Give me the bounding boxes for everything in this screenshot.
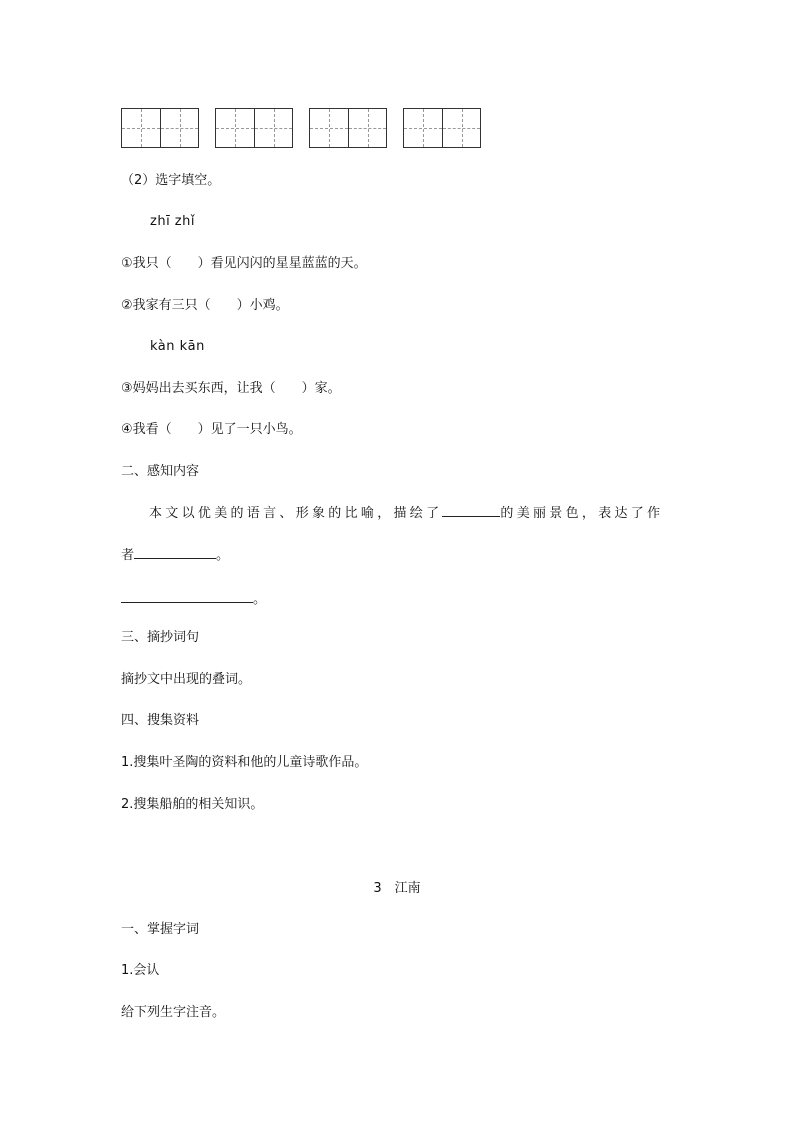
writing-grid-box[interactable] <box>215 108 293 148</box>
writing-grid-cell[interactable] <box>442 109 480 147</box>
content-line-3 <box>121 590 266 609</box>
content-line-2-text-a: 者 <box>121 548 135 563</box>
lesson-instruction: 给下列生字注音。 <box>121 1005 226 1020</box>
section-3-title: 三、摘抄词句 <box>121 630 200 645</box>
question-1: ①我只（ ）看见闪闪的星星蓝蓝的天。 <box>121 256 367 271</box>
section-3-text: 摘抄文中出现的叠词。 <box>121 672 252 687</box>
content-line-1-text-b: 的美丽景色，表达了作 <box>500 506 664 521</box>
fill-blank-feeling[interactable] <box>134 546 216 559</box>
part2-heading: （2）选字填空。 <box>121 173 221 188</box>
section-4-title: 四、搜集资料 <box>121 713 200 728</box>
content-line-1 <box>149 504 663 523</box>
fill-blank-continued[interactable] <box>121 590 253 603</box>
writing-grid-cell[interactable] <box>310 109 348 147</box>
pinyin-pair-kan: kàn kān <box>150 339 205 354</box>
section-2-title: 二、感知内容 <box>121 464 200 479</box>
lesson-section-1-title: 一、掌握字词 <box>121 922 200 937</box>
section-4-item-1: 1.搜集叶圣陶的资料和他的儿童诗歌作品。 <box>121 755 368 770</box>
question-3: ③妈妈出去买东西，让我（ ）家。 <box>121 381 341 396</box>
content-line-1-text-a: 本文以优美的语言、形象的比喻，描绘了 <box>149 506 443 521</box>
writing-grid-cell[interactable] <box>404 109 442 147</box>
writing-grid-box[interactable] <box>121 108 199 148</box>
writing-grid-cell[interactable] <box>122 109 160 147</box>
writing-grid-box[interactable] <box>309 108 387 148</box>
content-line-2 <box>121 546 229 565</box>
writing-grid-cell[interactable] <box>160 109 198 147</box>
question-2: ②我家有三只（ ）小鸡。 <box>121 298 289 313</box>
pinyin-pair-zhi: zhī zhǐ <box>150 214 195 229</box>
content-line-2-text-b: 。 <box>216 548 230 563</box>
question-4: ④我看（ ）见了一只小鸟。 <box>121 422 302 437</box>
writing-grid-cell[interactable] <box>348 109 386 147</box>
lesson-subsection-1: 1.会认 <box>121 963 160 978</box>
content-line-3-text-b: 。 <box>253 592 267 607</box>
writing-grid-cell[interactable] <box>216 109 254 147</box>
section-4-item-2: 2.搜集船舶的相关知识。 <box>121 797 264 812</box>
writing-grid-row <box>121 108 481 148</box>
lesson-title: 3 江南 <box>373 881 421 896</box>
writing-grid-box[interactable] <box>403 108 481 148</box>
fill-blank-scenery[interactable] <box>442 504 500 517</box>
writing-grid-cell[interactable] <box>254 109 292 147</box>
